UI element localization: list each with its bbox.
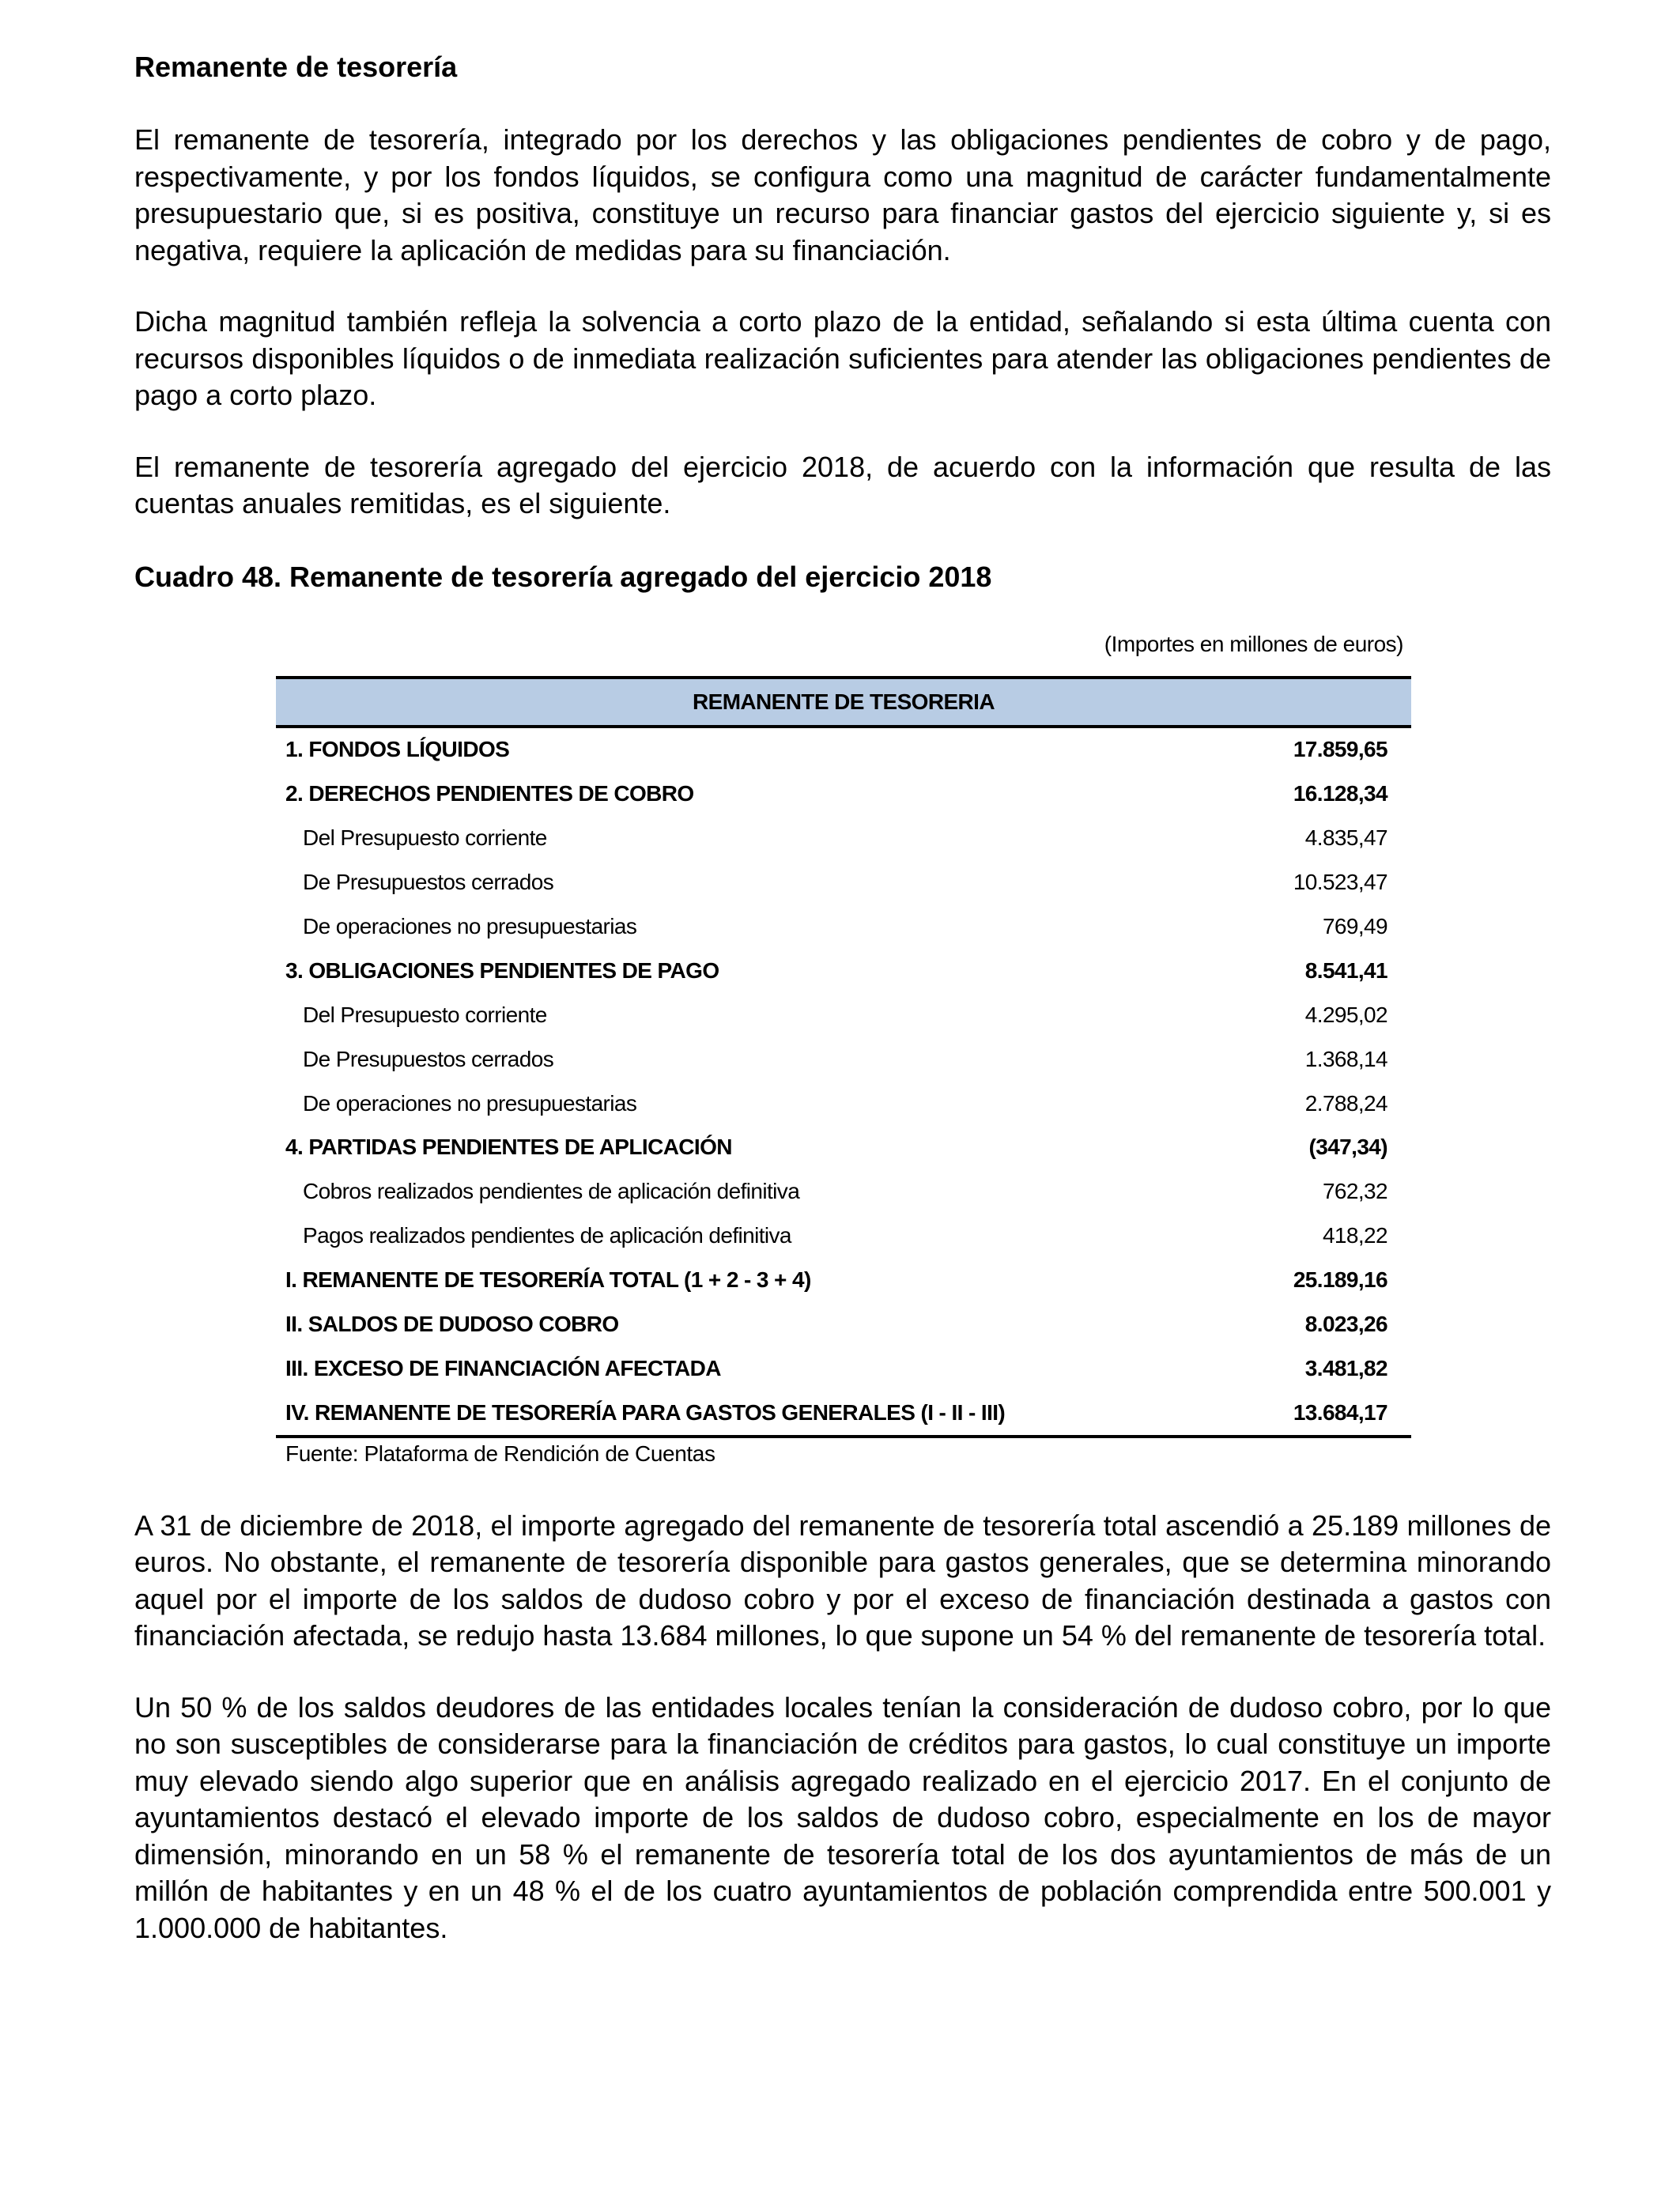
row-label: Cobros realizados pendientes de aplicación definitiva bbox=[303, 1179, 800, 1204]
intro-paragraph-1: El remanente de tesorería, integrado por los derechos y las obligaciones pendientes de cobro y de pago, respectivamente, y por los fondos líquidos, se configura como una magnitud de carácter fundamentalmente presupuestario que, si es positiva, constituye un recurso para financiar gastos del ejercicio siguiente y, si es negativa, requiere la aplicación de medidas para su financiación. bbox=[134, 123, 1551, 266]
table-header: REMANENTE DE TESORERIA bbox=[276, 678, 1411, 727]
row-value: 10.523,47 bbox=[1293, 870, 1387, 895]
table-row bbox=[276, 727, 1411, 772]
row-value: 8.541,41 bbox=[1304, 957, 1387, 983]
row-label: 3. OBLIGACIONES PENDIENTES DE PAGO bbox=[285, 957, 719, 983]
table-row bbox=[276, 1391, 1411, 1437]
table-row bbox=[276, 1169, 1411, 1214]
row-value: 3.481,82 bbox=[1304, 1355, 1387, 1380]
table-row bbox=[276, 816, 1411, 860]
table-caption: Cuadro 48. Remanente de tesorería agregado del ejercicio 2018 bbox=[134, 560, 992, 593]
row-label: Del Presupuesto corriente bbox=[303, 825, 547, 851]
row-label: II. SALDOS DE DUDOSO COBRO bbox=[285, 1312, 619, 1337]
table-row bbox=[276, 1302, 1411, 1346]
row-value: 8.023,26 bbox=[1304, 1312, 1387, 1337]
intro-paragraph-3: El remanente de tesorería agregado del ejercicio 2018, de acuerdo con la información que resulta de las cuentas anuales remitidas, es el siguiente. bbox=[134, 450, 1551, 519]
table-row bbox=[276, 949, 1411, 993]
row-label: 1. FONDOS LÍQUIDOS bbox=[285, 737, 510, 762]
table-header-row bbox=[276, 678, 1411, 727]
analysis-paragraph-2: Un 50 % de los saldos deudores de las entidades locales tenían la consideración de dudoso cobro, por lo que no son susceptibles de considerarse para la financiación de créditos para gastos, lo cual constituye un importe muy elevado siendo algo superior que en análisis agregado realizado en el ejercicio 2017. En el conjunto de ayuntamientos destacó el elevado importe de los saldos de dudoso cobro, especialmente en los de mayor dimensión, minorando en un 58 % el remanente de tesorería total de los dos ayuntamientos de más de un millón de habitantes y en un 48 % el de los cuatro ayuntamientos de población comprendida entre 500.001 y 1.000.000 de habitantes. bbox=[134, 1690, 1551, 1944]
table-row bbox=[276, 993, 1411, 1037]
row-value: 769,49 bbox=[1322, 914, 1387, 938]
row-value: 1.368,14 bbox=[1304, 1046, 1387, 1071]
table-row bbox=[276, 1214, 1411, 1258]
row-value: (347,34) bbox=[1308, 1135, 1387, 1160]
table-units-note: (Importes en millones de euros) bbox=[1104, 631, 1403, 656]
row-value: 4.295,02 bbox=[1304, 1002, 1387, 1027]
table-row bbox=[276, 772, 1411, 816]
table-row bbox=[276, 904, 1411, 949]
row-value: 2.788,24 bbox=[1304, 1090, 1387, 1116]
row-value: 4.835,47 bbox=[1304, 825, 1387, 851]
treasury-table-block bbox=[276, 629, 1411, 1470]
row-label: I. REMANENTE DE TESORERÍA TOTAL (1 + 2 - 3 + 4) bbox=[285, 1267, 811, 1293]
section-title: Remanente de tesorería bbox=[134, 51, 458, 83]
table-row bbox=[276, 860, 1411, 904]
table-row bbox=[276, 1037, 1411, 1082]
row-label: De operaciones no presupuestarias bbox=[303, 1090, 637, 1116]
analysis-paragraph-1: A 31 de diciembre de 2018, el importe agregado del remanente de tesorería total ascendió a 25.189 millones de euros. No obstante, el remanente de tesorería disponible para gastos generales, que se determina minorando aquel por el importe de los saldos de dudoso cobro y por el exceso de financiación destinada a gastos con financiación afectada, se redujo hasta 13.684 millones, lo que supone un 54 % del remanente de tesorería total. bbox=[134, 1509, 1551, 1652]
row-label: Pagos realizados pendientes de aplicación definitiva bbox=[303, 1223, 791, 1248]
document-page bbox=[134, 47, 1551, 1981]
row-label: De Presupuestos cerrados bbox=[303, 870, 554, 895]
treasury-remainder-table bbox=[276, 676, 1411, 1438]
row-value: 17.859,65 bbox=[1293, 737, 1387, 762]
row-label: III. EXCESO DE FINANCIACIÓN AFECTADA bbox=[285, 1355, 721, 1380]
table-row bbox=[276, 1346, 1411, 1391]
row-value: 16.128,34 bbox=[1293, 781, 1387, 806]
row-label: IV. REMANENTE DE TESORERÍA PARA GASTOS GENERALES (I - II - III) bbox=[276, 1391, 1103, 1437]
row-label: 4. PARTIDAS PENDIENTES DE APLICACIÓN bbox=[285, 1135, 732, 1160]
row-label: 2. DERECHOS PENDIENTES DE COBRO bbox=[285, 781, 694, 806]
row-label: De Presupuestos cerrados bbox=[303, 1046, 554, 1071]
row-value: 762,32 bbox=[1322, 1179, 1387, 1204]
table-source-note: Fuente: Plataforma de Rendición de Cuentas bbox=[285, 1441, 715, 1466]
table-row bbox=[276, 1258, 1411, 1302]
row-value: 13.684,17 bbox=[1103, 1391, 1411, 1437]
row-label: Del Presupuesto corriente bbox=[303, 1002, 547, 1027]
row-value: 25.189,16 bbox=[1293, 1267, 1387, 1293]
row-value: 418,22 bbox=[1322, 1223, 1387, 1248]
row-label: De operaciones no presupuestarias bbox=[303, 914, 637, 938]
intro-paragraph-2: Dicha magnitud también refleja la solvencia a corto plazo de la entidad, señalando si esta última cuenta con recursos disponibles líquidos o de inmediata realización suficientes para atender las obligaciones pendientes de pago a corto plazo. bbox=[134, 305, 1551, 411]
table-row bbox=[276, 1082, 1411, 1126]
table-body bbox=[276, 727, 1411, 1437]
table-row bbox=[276, 1126, 1411, 1170]
